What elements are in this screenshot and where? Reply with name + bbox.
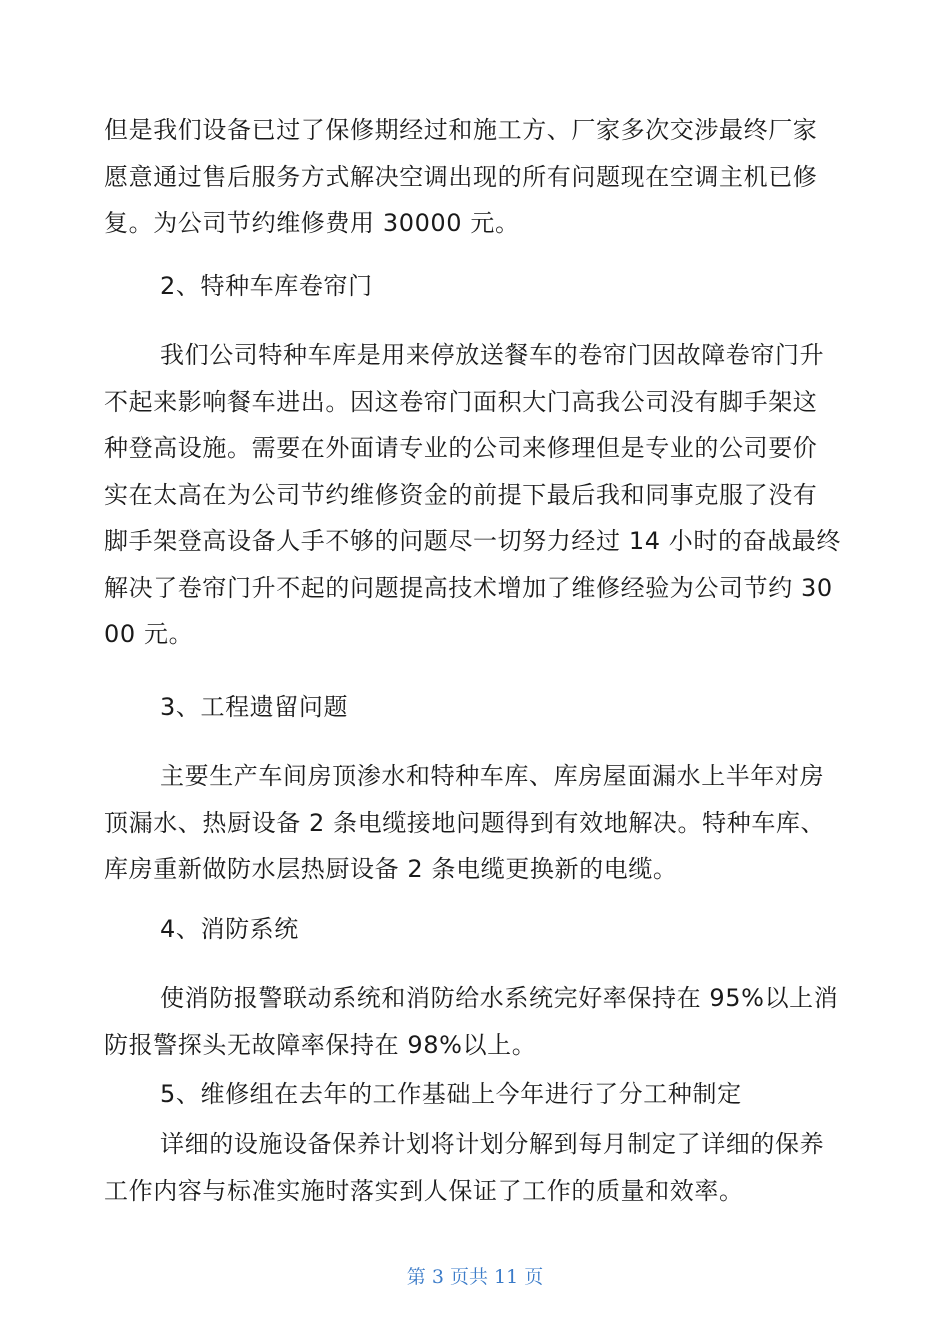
paragraph-line: 我们公司特种车库是用来停放送餐车的卷帘门因故障卷帘门升 (160, 341, 825, 369)
paragraph-line: 实在太高在为公司节约维修资金的前提下最后我和同事克服了没有 (104, 480, 818, 509)
paragraph-line: 复。为公司节约维修费用 30000 元。 (104, 209, 520, 237)
paragraph-line: 主要生产车间房顶渗水和特种车库、库房屋面漏水上半年对房 (160, 762, 825, 790)
paragraph-aircon-repair (104, 107, 834, 247)
paragraph-line: 愿意通过售后服务方式解决空调出现的所有问题现在空调主机已修 (104, 162, 818, 191)
paragraph-rolling-door (104, 332, 841, 658)
paragraph-legacy-issues (104, 753, 834, 893)
page-number-footer: 第 3 页共 11 页 (406, 1266, 544, 1288)
section-heading-5: 5、维修组在去年的工作基础上今年进行了分工种制定 (160, 1080, 742, 1108)
paragraph-line: 工作内容与标准实施时落实到人保证了工作的质量和效率。 (104, 1176, 744, 1205)
paragraph-line: 解决了卷帘门升不起的问题提高技术增加了维修经验为公司节约 30 (104, 573, 833, 602)
paragraph-line: 00 元。 (104, 620, 194, 648)
paragraph-line: 防报警探头无故障率保持在 98%以上。 (104, 1030, 537, 1059)
section-heading-4: 4、消防系统 (160, 915, 299, 943)
paragraph-line: 顶漏水、热厨设备 2 条电缆接地问题得到有效地解决。特种车库、 (104, 808, 826, 837)
paragraph-line: 不起来影响餐车进出。因这卷帘门面积大门高我公司没有脚手架这 (104, 387, 818, 416)
section-heading-2: 2、特种车库卷帘门 (160, 272, 373, 300)
paragraph-line: 但是我们设备已过了保修期经过和施工方、厂家多次交涉最终厂家 (104, 116, 818, 144)
paragraph-fire-system (104, 975, 839, 1068)
paragraph-line: 详细的设施设备保养计划将计划分解到每月制定了详细的保养 (160, 1130, 825, 1158)
paragraph-line: 种登高设施。需要在外面请专业的公司来修理但是专业的公司要价 (104, 434, 818, 462)
paragraph-line: 使消防报警联动系统和消防给水系统完好率保持在 95%以上消 (160, 984, 839, 1012)
paragraph-maintenance-plan (104, 1121, 834, 1214)
section-heading-3: 3、工程遗留问题 (160, 693, 349, 721)
paragraph-line: 脚手架登高设备人手不够的问题尽一切努力经过 14 小时的奋战最终 (104, 527, 841, 555)
paragraph-line: 库房重新做防水层热厨设备 2 条电缆更换新的电缆。 (104, 855, 678, 883)
